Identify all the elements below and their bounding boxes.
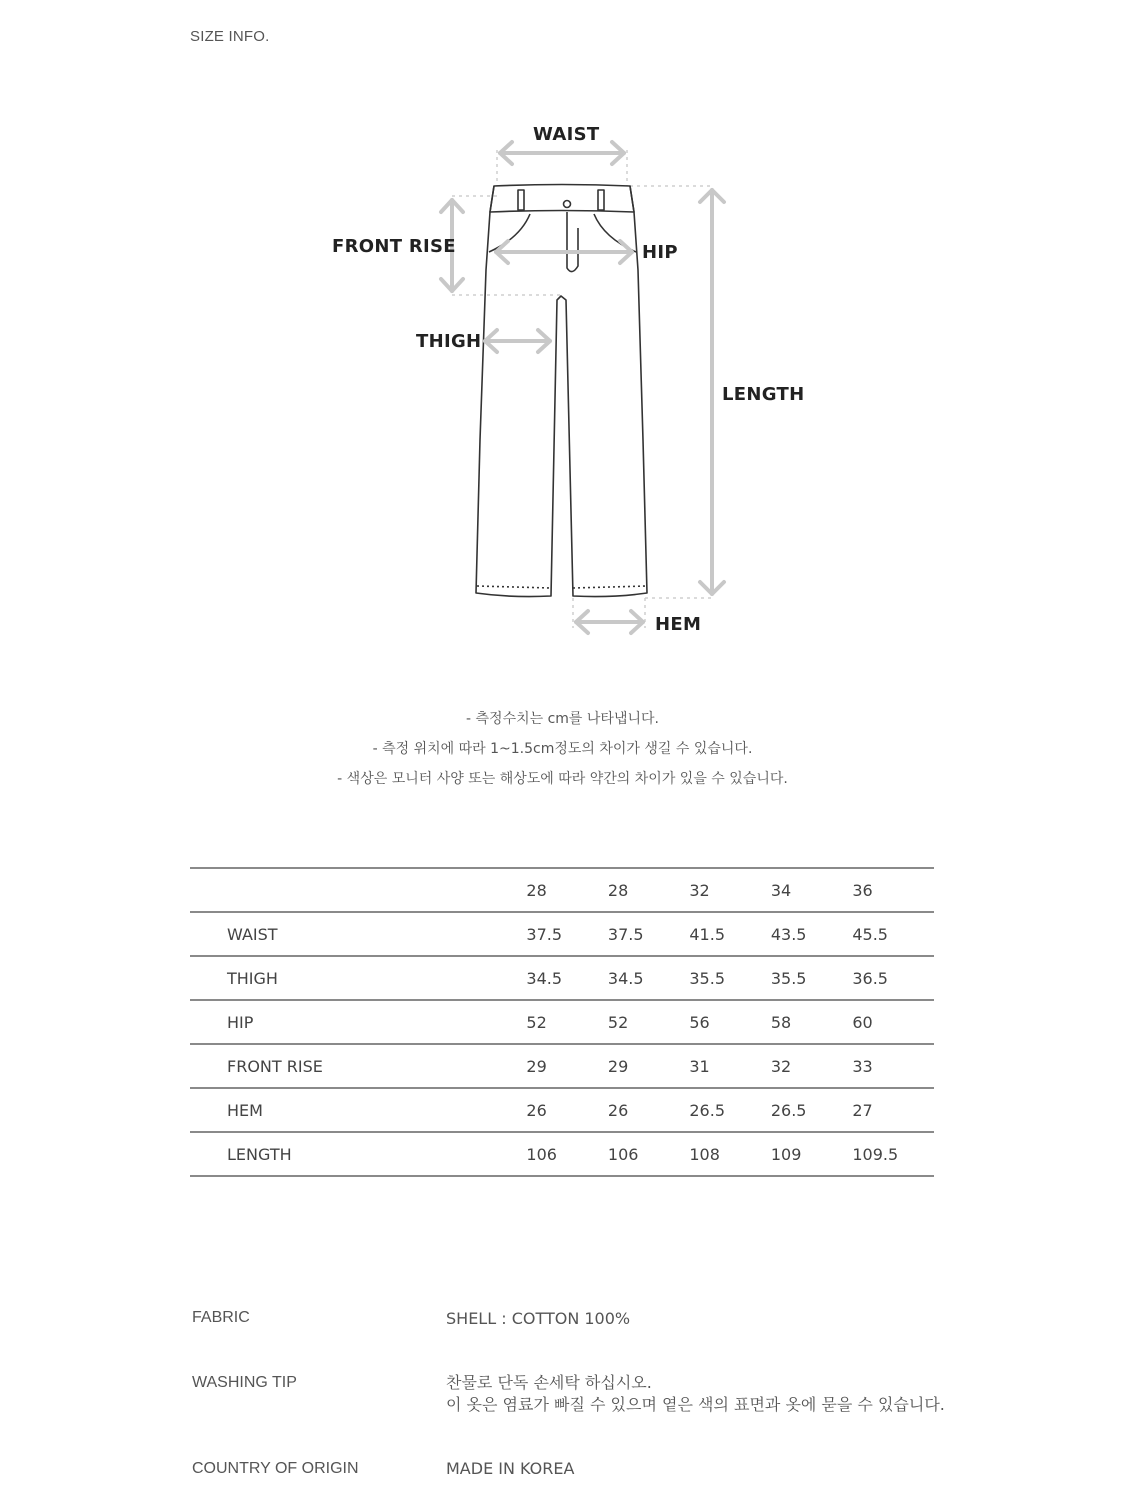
label-thigh: THIGH [416,331,482,352]
table-cell: 37.5 [526,912,607,956]
table-cell: 34.5 [526,956,607,1000]
section-title: SIZE INFO. [190,28,270,45]
measurement-arrows [441,142,724,633]
label-hip: HIP [642,242,678,263]
table-cell: 41.5 [689,912,770,956]
table-cell: 109.5 [852,1132,934,1176]
washing-tip-line: 찬물로 단독 손세탁 하십시오. [446,1373,652,1392]
table-cell: 37.5 [608,912,689,956]
size-header-cell: 32 [689,868,770,912]
label-waist: WAIST [533,124,600,145]
size-header-cell: 36 [852,868,934,912]
table-cell: 34.5 [608,956,689,1000]
washing-tip-line: 이 옷은 염료가 빠질 수 있으며 옅은 색의 표면과 옷에 묻을 수 있습니다. [446,1395,945,1414]
table-cell: 26.5 [771,1088,852,1132]
table-cell: 58 [771,1000,852,1044]
measurement-notes [0,704,1125,794]
table-cell: 52 [608,1000,689,1044]
size-header-cell: 28 [526,868,607,912]
row-label: WAIST [190,912,526,956]
note-line: - 측정수치는 cm를 나타냅니다. [466,711,659,727]
note-line: - 측정 위치에 따라 1~1.5cm정도의 차이가 생길 수 있습니다. [372,741,753,757]
label-front-rise: FRONT RISE [332,236,456,257]
row-label: THIGH [190,956,526,1000]
origin-value: MADE IN KOREA [446,1459,575,1478]
table-cell: 109 [771,1132,852,1176]
table-cell: 56 [689,1000,770,1044]
guide-lines [452,150,712,628]
table-row [190,912,934,956]
table-cell: 26.5 [689,1088,770,1132]
fabric-label: FABRIC [192,1309,250,1326]
table-cell: 26 [608,1088,689,1132]
table-cell: 108 [689,1132,770,1176]
pants-illustration [0,0,1125,660]
washing-tip-label: WASHING TIP [192,1374,297,1391]
pants-measurement-diagram [0,0,1125,660]
row-label: FRONT RISE [190,1044,526,1088]
row-label: HEM [190,1088,526,1132]
table-cell: 36.5 [852,956,934,1000]
row-label: LENGTH [190,1132,526,1176]
table-row [190,1000,934,1044]
size-header-cell: 28 [608,868,689,912]
table-cell: 45.5 [852,912,934,956]
fabric-value: SHELL : COTTON 100% [446,1309,631,1328]
table-cell: 35.5 [771,956,852,1000]
table-cell: 29 [526,1044,607,1088]
table-cell: 26 [526,1088,607,1132]
table-cell: 43.5 [771,912,852,956]
size-header-cell: 34 [771,868,852,912]
table-cell: 106 [526,1132,607,1176]
table-cell: 35.5 [689,956,770,1000]
table-cell: 33 [852,1044,934,1088]
note-line: - 색상은 모니터 사양 또는 해상도에 따라 약간의 차이가 있을 수 있습니다. [337,771,788,787]
label-length: LENGTH [722,384,805,405]
size-header-row [190,868,934,912]
table-cell: 52 [526,1000,607,1044]
table-cell: 32 [771,1044,852,1088]
label-hem: HEM [655,614,702,635]
size-table [190,867,934,1177]
origin-label: COUNTRY OF ORIGIN [192,1460,359,1477]
table-cell: 106 [608,1132,689,1176]
table-cell: 60 [852,1000,934,1044]
table-cell: 27 [852,1088,934,1132]
table-row [190,1044,934,1088]
table-row [190,956,934,1000]
table-cell: 31 [689,1044,770,1088]
table-row [190,1132,934,1176]
row-label: HIP [190,1000,526,1044]
washing-tip-value [446,1372,945,1416]
size-header-empty [190,868,526,912]
table-row [190,1088,934,1132]
table-cell: 29 [608,1044,689,1088]
